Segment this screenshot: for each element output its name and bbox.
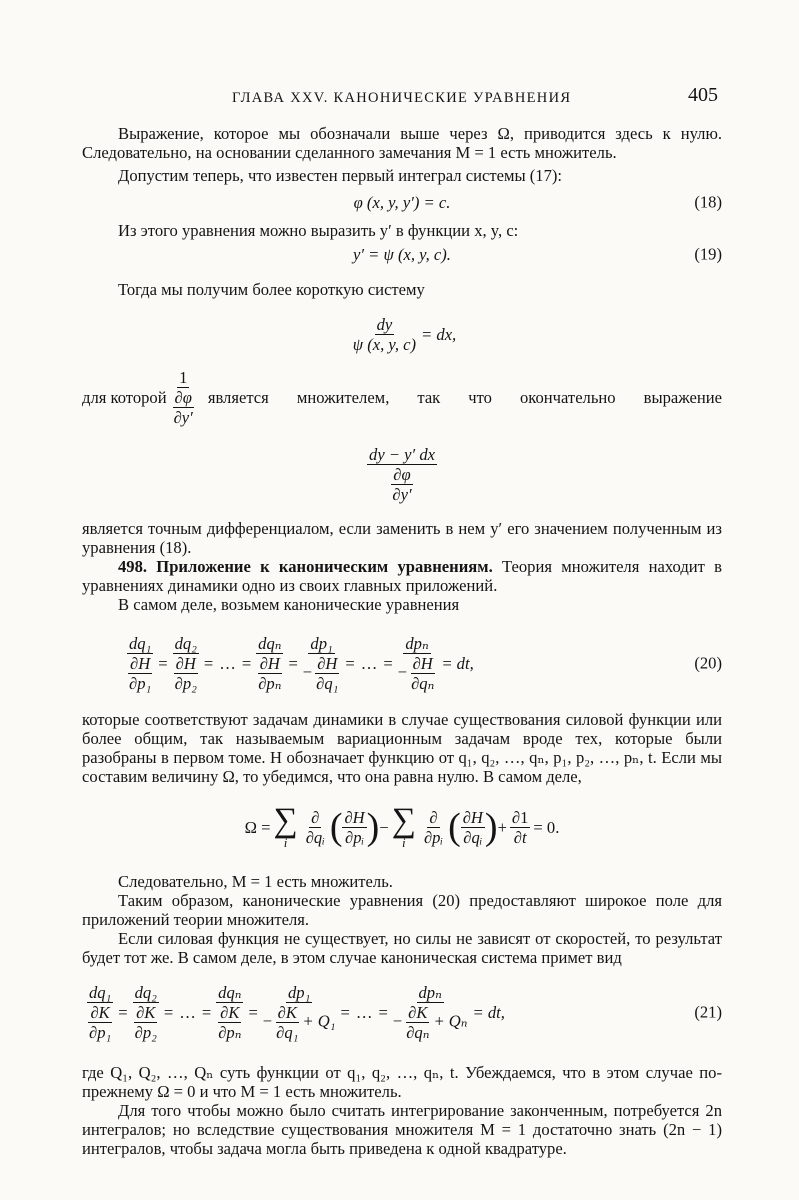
equation-short-system: $\frac{dy}{\psi (x, y, c)}$ = dx, bbox=[352, 314, 457, 354]
section-paragraph: 498. Приложение к каноническим уравнениям. Теория множителя находит в уравнениях динамики одно из своих главных приложений. bbox=[82, 557, 722, 595]
page-number: 405 bbox=[688, 84, 718, 106]
paragraph: Тогда мы получим более короткую систему bbox=[118, 280, 425, 299]
paragraph: Для того чтобы можно было считать интегрирование законченным, потребуется 2n интегралов; но вследствие существования множителя M = 1 достаточно знать (2n − 1) интегралов, чтобы задача могла быть приведена к одной квадратуре. bbox=[82, 1101, 722, 1158]
page-body bbox=[82, 124, 722, 1158]
paragraph: Если силовая функция не существует, но силы не зависят от скоростей, то результат будет тот же. В самом деле, в этом случае каноническая система примет вид bbox=[82, 929, 722, 967]
paragraph: Из этого уравнения можно выразить y′ в функции x, y, c: bbox=[118, 221, 519, 240]
equation-number: (19) bbox=[694, 244, 722, 264]
equation-19: y′ = ψ (x, y, c). (19) bbox=[353, 244, 722, 264]
equation-number: (20) bbox=[694, 653, 722, 673]
equation-number: (21) bbox=[694, 1002, 722, 1022]
paragraph: Допустим теперь, что известен первый интеграл системы (17): bbox=[118, 166, 563, 185]
equation-number: (18) bbox=[694, 192, 722, 212]
sum-sign: ∑ i bbox=[273, 802, 298, 850]
paragraph: является точным дифференциалом, если заменить в нем y′ его значением полученным из уравнения (18). bbox=[82, 519, 722, 557]
paragraph: Выражение, которое мы обозначали выше через Ω, приводится здесь к нулю. Следовательно, на основании сделанного замечания M = 1 есть множитель. bbox=[82, 124, 722, 162]
sum-sign: ∑ i bbox=[391, 802, 416, 850]
paragraph: Следовательно, M = 1 есть множитель. bbox=[118, 872, 393, 891]
running-header bbox=[0, 84, 799, 114]
paragraph: которые соответствуют задачам динамики в случае существования силовой функции или более общим, так называемым вариационным задачам вроде тех, которые были разобраны в первом томе. H обозначает функцию от q₁, q₂, …, qₙ, p₁, p₂, …, pₙ, t. Если мы составим величину Ω, то убедимся, что она равна нулю. В самом деле, bbox=[82, 710, 722, 786]
chapter-title: ГЛАВА XXV. КАНОНИЧЕСКИЕ УРАВНЕНИЯ bbox=[232, 90, 572, 106]
equation-20: $\frac{\text{dq₁}}{\frac{\partial H}{\text{∂p₁}}}$ = $\frac{\text{dq₂}}{\frac{\partial H}{\text{∂p₂}}}$ = … = $\frac{\text{dqₙ}}{\frac{\partial H}{\text{∂pₙ}}}$ = dp₁ − $\frac{\partial H}{\text{∂q₁}}$ = … = dpₙ − $\frac{\partial H}{\text{∂qₙ}}$ = dt, (20) bbox=[128, 633, 722, 693]
equation-18: φ (x, y, y′) = c. (18) bbox=[353, 192, 722, 212]
multiplier-line: для которой $\frac{1}{\frac{\partial\varphi}{\partial y'}}$ является множителем, так что окончательно выражение bbox=[82, 367, 722, 427]
paragraph: В самом деле, возьмем канонические уравнения bbox=[118, 595, 460, 614]
section-number: 498. bbox=[118, 557, 148, 576]
paragraph: Таким образом, канонические уравнения (20) предоставляют широкое поле для приложений теории множителя. bbox=[82, 891, 722, 929]
equation-omega: Ω = ∑ i $\frac{\partial}{\text{∂qᵢ}}$ ( $\frac{\partial H}{\text{∂pᵢ}}$ ) − ∑ i $\frac{\partial}{\text{∂pᵢ}}$ ( $\frac{\partial H}{\text{∂qᵢ}}$ ) + $\frac{\partial 1}{\partial t}$ = 0. bbox=[244, 802, 560, 850]
equation-21: $\frac{\text{dq₁}}{\frac{\partial K}{\text{∂p₁}}}$ = $\frac{\text{dq₂}}{\frac{\partial K}{\text{∂p₂}}}$ = … = $\frac{\text{dqₙ}}{\frac{\partial K}{\text{∂pₙ}}}$ = dp₁ − $\frac{\partial K}{\text{∂q₁}}$ + Q₁ = … = dpₙ − $\frac{\partial K}{\text{∂qₙ}}$ + Qₙ = dt, (21) bbox=[88, 982, 722, 1042]
section-title: Приложение к каноническим уравнениям. bbox=[156, 557, 493, 576]
multiplier-fraction: $\frac{1}{\frac{\partial\varphi}{\partial y'}}$ bbox=[173, 367, 193, 427]
equation-exact-differential: $\frac{dy - y' dx}{\frac{\partial\varphi}{\partial y'}}$ bbox=[369, 444, 435, 504]
paragraph: где Q₁, Q₂, …, Qₙ суть функции от q₁, q₂, …, qₙ, t. Убеждаемся, что в этом случае по-прежнему Ω = 0 и что M = 1 есть множитель. bbox=[82, 1063, 722, 1101]
fraction: $\frac{dy}{\psi (x, y, c)}$ bbox=[352, 314, 417, 354]
